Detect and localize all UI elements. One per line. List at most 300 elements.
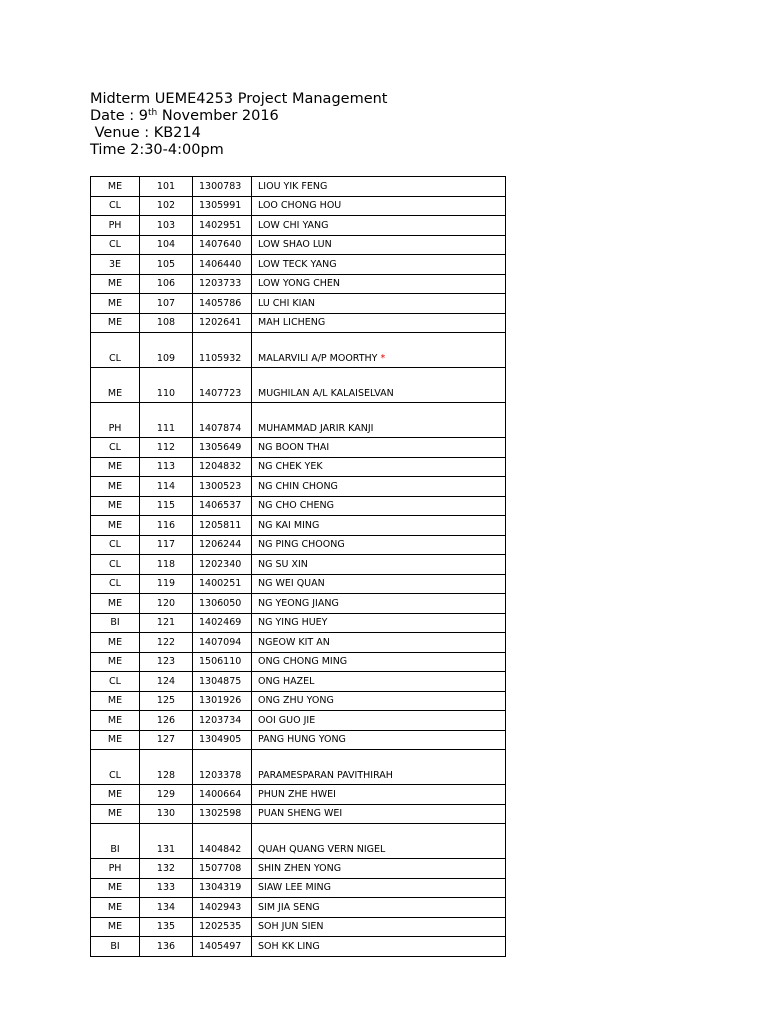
- programme-cell: [91, 633, 140, 653]
- programme-cell: [91, 750, 140, 785]
- student-name-cell: [252, 730, 506, 750]
- student-name-cell-text: QUAH QUANG VERN NIGEL: [258, 844, 386, 855]
- table-row: [91, 403, 506, 438]
- table-row: [91, 496, 506, 516]
- student-name-cell-text: NG SU XIN: [258, 558, 308, 570]
- student-name-cell: [252, 613, 506, 633]
- document-header: [90, 91, 387, 159]
- seat-number-cell-text: 121: [156, 617, 176, 629]
- programme-cell: [91, 255, 140, 275]
- student-name-cell: [252, 403, 506, 438]
- student-name-cell: [252, 691, 506, 711]
- table-row: [91, 730, 506, 750]
- table-row: [91, 898, 506, 918]
- table-row: [91, 235, 506, 255]
- table-row: [91, 711, 506, 731]
- seat-number-cell: [140, 652, 193, 672]
- table-row: [91, 438, 506, 458]
- student-id-cell: [193, 937, 252, 957]
- table-row: [91, 313, 506, 333]
- seat-number-cell-text: 119: [156, 578, 176, 590]
- programme-cell: [91, 785, 140, 805]
- seat-number-cell: [140, 368, 193, 403]
- student-id-cell: [193, 917, 252, 937]
- programme-cell-text: ME: [107, 480, 123, 492]
- student-name-cell-text: NG BOON THAI: [258, 441, 330, 453]
- programme-cell: [91, 917, 140, 937]
- student-id-cell: [193, 859, 252, 879]
- student-name-cell-text: PHUN ZHE HWEI: [258, 788, 336, 800]
- seat-number-cell-text: 125: [156, 695, 176, 707]
- student-name-cell-text: PUAN SHENG WEI: [258, 808, 343, 820]
- seat-number-cell: [140, 750, 193, 785]
- student-id-cell: [193, 196, 252, 216]
- seat-number-cell: [140, 594, 193, 614]
- programme-cell: [91, 477, 140, 497]
- seat-number-cell: [140, 824, 193, 859]
- student-name-cell-text: MUGHILAN A/L KALAISELVAN: [258, 388, 394, 399]
- programme-cell: [91, 652, 140, 672]
- table-row: [91, 652, 506, 672]
- programme-cell-text: ME: [107, 695, 123, 707]
- programme-cell: [91, 574, 140, 594]
- exam-time: Time 2:30-4:00pm: [90, 142, 224, 158]
- student-id-cell-text: 1300523: [199, 480, 242, 492]
- programme-cell: [91, 403, 140, 438]
- programme-cell: [91, 594, 140, 614]
- student-name-cell: [252, 859, 506, 879]
- programme-cell: [91, 368, 140, 403]
- seat-number-cell: [140, 235, 193, 255]
- seat-number-cell: [140, 859, 193, 879]
- seat-number-cell-text: 128: [156, 770, 176, 781]
- seat-number-cell-text: 118: [156, 558, 176, 570]
- student-id-cell-text: 1202340: [199, 558, 242, 570]
- seat-number-cell: [140, 711, 193, 731]
- student-name-cell-text: LU CHI KIAN: [258, 297, 316, 309]
- seat-number-cell-text: 133: [156, 882, 176, 894]
- programme-cell-text: CL: [109, 441, 121, 453]
- table-row: [91, 457, 506, 477]
- student-id-cell: [193, 333, 252, 368]
- programme-cell: [91, 555, 140, 575]
- table-row: [91, 613, 506, 633]
- table-row: [91, 274, 506, 294]
- seat-number-cell-text: 126: [156, 714, 176, 726]
- programme-cell-text: ME: [107, 317, 123, 329]
- student-name-cell: [252, 750, 506, 785]
- programme-cell-text: PH: [108, 862, 122, 874]
- table-row: [91, 368, 506, 403]
- exam-date-superscript: th: [148, 108, 158, 118]
- student-name-cell: [252, 457, 506, 477]
- seat-number-cell-text: 113: [156, 461, 176, 473]
- seat-number-cell: [140, 255, 193, 275]
- student-id-cell-text: 1301926: [199, 695, 242, 707]
- student-id-cell: [193, 255, 252, 275]
- student-name-cell: [252, 477, 506, 497]
- programme-cell-text: ME: [107, 734, 123, 746]
- programme-cell-text: ME: [107, 597, 123, 609]
- seat-number-cell: [140, 691, 193, 711]
- student-id-cell: [193, 535, 252, 555]
- programme-cell-text: ME: [107, 714, 123, 726]
- student-name-cell: [252, 313, 506, 333]
- table-row: [91, 878, 506, 898]
- student-id-cell: [193, 711, 252, 731]
- seat-number-cell: [140, 672, 193, 692]
- student-name-cell-text: NG CHIN CHONG: [258, 480, 338, 492]
- student-id-cell: [193, 652, 252, 672]
- table-row: [91, 255, 506, 275]
- student-id-cell-text: 1407723: [199, 388, 242, 399]
- programme-cell-text: ME: [107, 461, 123, 473]
- student-id-cell: [193, 878, 252, 898]
- table-row: [91, 750, 506, 785]
- student-id-cell-text: 1300783: [199, 180, 242, 192]
- student-name-cell: [252, 535, 506, 555]
- student-id-cell-text: 1405497: [199, 940, 242, 952]
- student-name-cell: [252, 177, 506, 197]
- seat-number-cell: [140, 633, 193, 653]
- programme-cell-text: ME: [107, 519, 123, 531]
- programme-cell-text: CL: [109, 353, 121, 364]
- seat-number-cell-text: 103: [156, 219, 176, 231]
- student-id-cell: [193, 216, 252, 236]
- student-id-cell-text: 1204832: [199, 461, 242, 473]
- student-name-cell-text: ONG ZHU YONG: [258, 695, 334, 707]
- exam-date-suffix: November 2016: [157, 108, 279, 124]
- table-row: [91, 294, 506, 314]
- table-row: [91, 535, 506, 555]
- programme-cell-text: BI: [110, 844, 120, 855]
- programme-cell: [91, 898, 140, 918]
- student-id-cell-text: 1304875: [199, 675, 242, 687]
- exam-date-prefix: Date : 9: [90, 108, 148, 124]
- programme-cell-text: ME: [107, 180, 123, 192]
- student-id-cell: [193, 313, 252, 333]
- table-row: [91, 859, 506, 879]
- programme-cell: [91, 496, 140, 516]
- student-id-cell-text: 1203733: [199, 278, 242, 290]
- seat-number-cell-text: 101: [156, 180, 176, 192]
- student-name-cell-text: LOO CHONG HOU: [258, 200, 342, 212]
- seat-number-cell-text: 136: [156, 940, 176, 952]
- student-name-cell: [252, 652, 506, 672]
- seat-number-cell: [140, 457, 193, 477]
- seat-number-cell-text: 110: [156, 388, 176, 399]
- programme-cell: [91, 691, 140, 711]
- student-id-cell-text: 1202535: [199, 921, 242, 933]
- student-name-cell-text: SOH JUN SIEN: [258, 921, 324, 933]
- student-name-cell-text: NG YEONG JIANG: [258, 597, 339, 609]
- programme-cell-text: BI: [110, 617, 120, 629]
- student-name-cell: [252, 711, 506, 731]
- programme-cell: [91, 438, 140, 458]
- student-id-cell: [193, 496, 252, 516]
- student-roster-table: [90, 176, 506, 957]
- table-row: [91, 804, 506, 824]
- seat-number-cell-text: 116: [156, 519, 176, 531]
- student-name-cell-text: NG PING CHOONG: [258, 539, 345, 551]
- exam-date: [90, 108, 387, 125]
- student-id-cell: [193, 898, 252, 918]
- seat-number-cell-text: 123: [156, 656, 176, 668]
- student-id-cell: [193, 613, 252, 633]
- programme-cell-text: CL: [109, 239, 121, 251]
- seat-number-cell-text: 131: [156, 844, 176, 855]
- table-row: [91, 633, 506, 653]
- seat-number-cell-text: 129: [156, 788, 176, 800]
- student-id-cell-text: 1406440: [199, 258, 242, 270]
- seat-number-cell-text: 134: [156, 901, 176, 913]
- student-id-cell-text: 1402469: [199, 617, 242, 629]
- programme-cell-text: ME: [107, 808, 123, 820]
- programme-cell: [91, 216, 140, 236]
- programme-cell-text: ME: [107, 278, 123, 290]
- programme-cell: [91, 535, 140, 555]
- table-row: [91, 917, 506, 937]
- table-row: [91, 516, 506, 536]
- student-name-cell: [252, 785, 506, 805]
- student-id-cell-text: 1202641: [199, 317, 242, 329]
- student-name-cell-text: MAH LICHENG: [258, 317, 326, 329]
- seat-number-cell: [140, 878, 193, 898]
- seat-number-cell-text: 107: [156, 297, 176, 309]
- seat-number-cell: [140, 516, 193, 536]
- student-id-cell: [193, 477, 252, 497]
- student-name-cell-text: MALARVILI A/P MOORTHY: [258, 353, 378, 364]
- seat-number-cell: [140, 804, 193, 824]
- student-id-cell-text: 1507708: [199, 862, 242, 874]
- student-name-cell: [252, 368, 506, 403]
- student-name-cell-text: MUHAMMAD JARIR KANJI: [258, 423, 374, 434]
- programme-cell: [91, 333, 140, 368]
- student-name-cell-text: LOW TECK YANG: [258, 258, 337, 270]
- seat-number-cell-text: 122: [156, 636, 176, 648]
- seat-number-cell-text: 106: [156, 278, 176, 290]
- seat-number-cell-text: 108: [156, 317, 176, 329]
- student-id-cell: [193, 555, 252, 575]
- student-id-cell-text: 1302598: [199, 808, 242, 820]
- seat-number-cell: [140, 403, 193, 438]
- table-row: [91, 477, 506, 497]
- student-id-cell-text: 1203734: [199, 714, 242, 726]
- programme-cell: [91, 516, 140, 536]
- seat-number-cell: [140, 438, 193, 458]
- programme-cell-text: ME: [107, 500, 123, 512]
- student-name-cell: [252, 255, 506, 275]
- student-name-cell-text: LOW SHAO LUN: [258, 239, 332, 251]
- programme-cell: [91, 859, 140, 879]
- student-id-cell-text: 1305649: [199, 441, 242, 453]
- student-name-cell: [252, 216, 506, 236]
- seat-number-cell: [140, 477, 193, 497]
- seat-number-cell: [140, 196, 193, 216]
- programme-cell: [91, 730, 140, 750]
- student-id-cell: [193, 235, 252, 255]
- exam-title: Midterm UEME4253 Project Management: [90, 91, 388, 107]
- student-id-cell: [193, 438, 252, 458]
- programme-cell: [91, 804, 140, 824]
- table-row: [91, 196, 506, 216]
- programme-cell-text: ME: [107, 297, 123, 309]
- student-name-cell-text: ONG CHONG MING: [258, 656, 348, 668]
- student-name-cell: [252, 824, 506, 859]
- student-id-cell: [193, 368, 252, 403]
- student-id-cell-text: 1407874: [199, 423, 242, 434]
- asterisk-mark: *: [380, 353, 386, 364]
- seat-number-cell: [140, 496, 193, 516]
- student-name-cell: [252, 878, 506, 898]
- seat-number-cell-text: 117: [156, 539, 176, 551]
- seat-number-cell-text: 130: [156, 808, 176, 820]
- programme-cell-text: BI: [110, 940, 120, 952]
- student-name-cell: [252, 496, 506, 516]
- seat-number-cell-text: 115: [156, 500, 176, 512]
- student-id-cell: [193, 457, 252, 477]
- student-name-cell-text: SOH KK LING: [258, 940, 320, 952]
- student-id-cell: [193, 516, 252, 536]
- programme-cell-text: 3E: [108, 258, 122, 270]
- seat-number-cell-text: 112: [156, 441, 176, 453]
- student-name-cell: [252, 555, 506, 575]
- seat-number-cell: [140, 785, 193, 805]
- table-row: [91, 333, 506, 368]
- student-name-cell: [252, 672, 506, 692]
- student-name-cell: [252, 633, 506, 653]
- seat-number-cell: [140, 177, 193, 197]
- seat-number-cell: [140, 730, 193, 750]
- student-id-cell-text: 1105932: [199, 353, 242, 364]
- student-id-cell-text: 1404842: [199, 844, 242, 855]
- student-id-cell-text: 1400664: [199, 788, 242, 800]
- student-id-cell-text: 1506110: [199, 656, 242, 668]
- exam-venue: Venue : KB214: [90, 125, 201, 141]
- student-name-cell-text: LOW CHI YANG: [258, 219, 329, 231]
- table-row: [91, 177, 506, 197]
- student-id-cell: [193, 574, 252, 594]
- student-id-cell-text: 1402951: [199, 219, 242, 231]
- student-id-cell: [193, 594, 252, 614]
- student-id-cell: [193, 824, 252, 859]
- programme-cell: [91, 177, 140, 197]
- programme-cell: [91, 196, 140, 216]
- programme-cell-text: PH: [108, 423, 122, 434]
- seat-number-cell: [140, 898, 193, 918]
- student-name-cell-text: PANG HUNG YONG: [258, 734, 346, 746]
- student-name-cell-text: LIOU YIK FENG: [258, 180, 328, 192]
- seat-number-cell-text: 120: [156, 597, 176, 609]
- table-row: [91, 824, 506, 859]
- programme-cell-text: CL: [109, 770, 121, 781]
- seat-number-cell-text: 104: [156, 239, 176, 251]
- student-name-cell-text: NG CHO CHENG: [258, 500, 335, 512]
- student-name-cell-text: SIAW LEE MING: [258, 882, 332, 894]
- student-name-cell-text: NG CHEK YEK: [258, 461, 323, 473]
- seat-number-cell: [140, 937, 193, 957]
- student-name-cell: [252, 917, 506, 937]
- table-row: [91, 937, 506, 957]
- programme-cell-text: CL: [109, 578, 121, 590]
- student-id-cell: [193, 672, 252, 692]
- student-name-cell: [252, 937, 506, 957]
- student-id-cell-text: 1405786: [199, 297, 242, 309]
- student-id-cell-text: 1205811: [199, 519, 242, 531]
- student-name-cell-text: NGEOW KIT AN: [258, 636, 330, 648]
- seat-number-cell: [140, 274, 193, 294]
- student-name-cell-text: SIM JIA SENG: [258, 901, 320, 913]
- programme-cell: [91, 711, 140, 731]
- table-row: [91, 574, 506, 594]
- student-name-cell: [252, 333, 506, 368]
- programme-cell: [91, 457, 140, 477]
- student-name-cell-text: NG YING HUEY: [258, 617, 328, 629]
- seat-number-cell: [140, 613, 193, 633]
- table-row: [91, 594, 506, 614]
- student-id-cell-text: 1406537: [199, 500, 242, 512]
- programme-cell: [91, 613, 140, 633]
- student-id-cell-text: 1203378: [199, 770, 242, 781]
- student-id-cell: [193, 785, 252, 805]
- table-row: [91, 691, 506, 711]
- student-name-cell-text: ONG HAZEL: [258, 675, 315, 687]
- programme-cell: [91, 235, 140, 255]
- student-name-cell: [252, 804, 506, 824]
- seat-number-cell-text: 111: [156, 423, 176, 434]
- table-row: [91, 216, 506, 236]
- programme-cell-text: CL: [109, 539, 121, 551]
- programme-cell: [91, 313, 140, 333]
- programme-cell-text: ME: [107, 882, 123, 894]
- programme-cell-text: CL: [109, 675, 121, 687]
- seat-number-cell-text: 127: [156, 734, 176, 746]
- programme-cell: [91, 937, 140, 957]
- student-name-cell: [252, 235, 506, 255]
- programme-cell-text: CL: [109, 558, 121, 570]
- student-name-cell-text: OOI GUO JIE: [258, 714, 316, 726]
- programme-cell-text: CL: [109, 200, 121, 212]
- student-id-cell-text: 1402943: [199, 901, 242, 913]
- programme-cell: [91, 824, 140, 859]
- seat-number-cell-text: 135: [156, 921, 176, 933]
- student-name-cell-text: NG KAI MING: [258, 519, 320, 531]
- student-id-cell-text: 1206244: [199, 539, 242, 551]
- student-id-cell: [193, 177, 252, 197]
- student-id-cell: [193, 633, 252, 653]
- seat-number-cell: [140, 574, 193, 594]
- seat-number-cell-text: 114: [156, 480, 176, 492]
- seat-number-cell: [140, 294, 193, 314]
- table-row: [91, 785, 506, 805]
- seat-number-cell: [140, 333, 193, 368]
- student-name-cell: [252, 438, 506, 458]
- roster-body: [91, 177, 506, 957]
- seat-number-cell-text: 132: [156, 862, 176, 874]
- programme-cell-text: PH: [108, 219, 122, 231]
- seat-number-cell-text: 105: [156, 258, 176, 270]
- seat-number-cell-text: 124: [156, 675, 176, 687]
- student-id-cell-text: 1407094: [199, 636, 242, 648]
- student-id-cell: [193, 294, 252, 314]
- seat-number-cell: [140, 555, 193, 575]
- student-name-cell: [252, 196, 506, 216]
- student-name-cell: [252, 594, 506, 614]
- student-id-cell-text: 1306050: [199, 597, 242, 609]
- seat-number-cell-text: 109: [156, 353, 176, 364]
- student-id-cell: [193, 691, 252, 711]
- student-name-cell-text: NG WEI QUAN: [258, 578, 325, 590]
